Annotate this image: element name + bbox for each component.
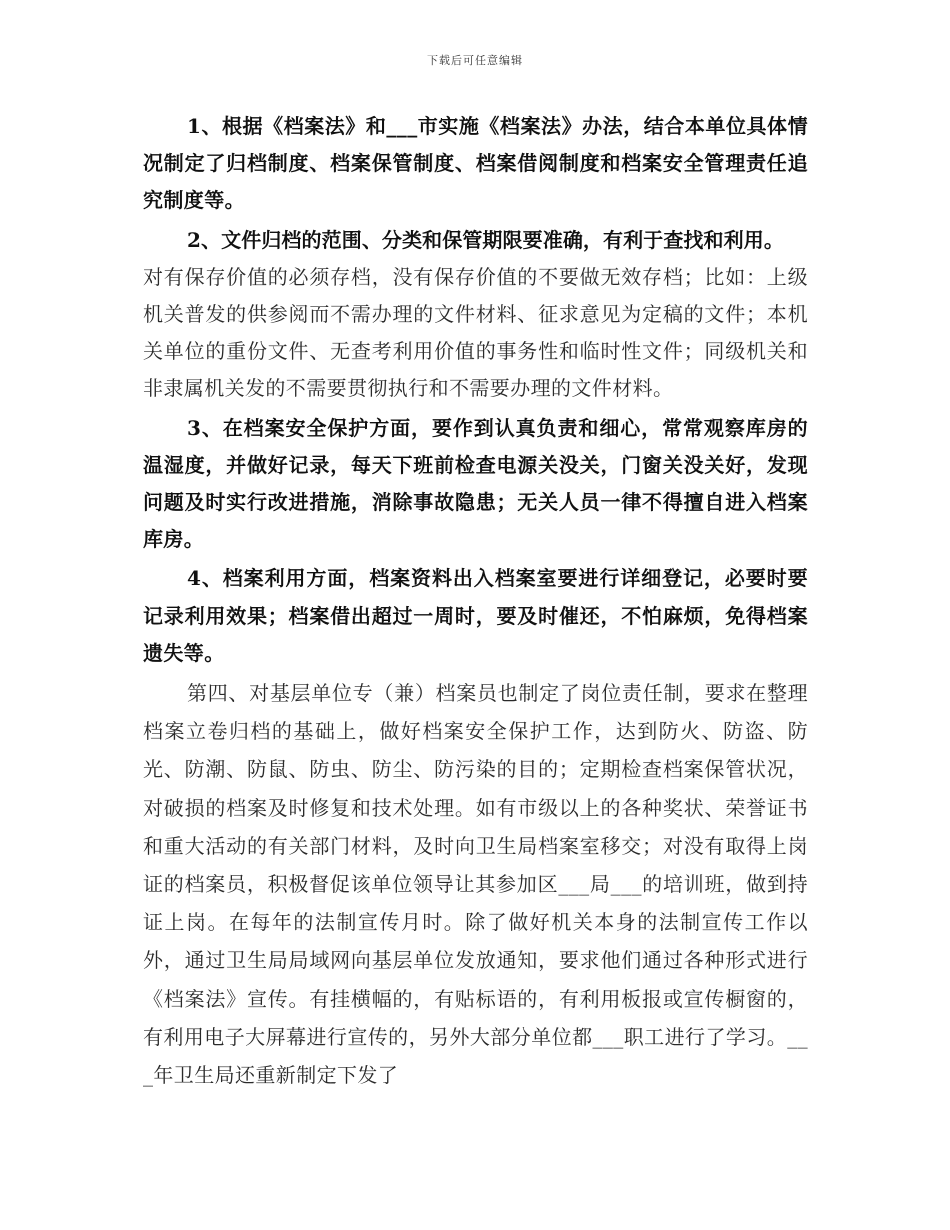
paragraph-6: 第四、对基层单位专（兼）档案员也制定了岗位责任制，要求在整理档案立卷归档的基础上，做好档案安全保护工作，达到防火、防盗、防光、防潮、防鼠、防虫、防尘、防污染的目的；定期检查档案保管状况，对破损的档案及时修复和技术处理。如有市级以上的各种奖状、荣誉证书和重大活动的有关部门材料，及时向卫生局档案室移交；对没有取得上岗证的档案员，积极督促该单位领导让其参加区___局___的培训班，做到持证上岗。在每年的法制宣传月时。除了做好机关本身的法制宣传工作以外，通过卫生局局域网向基层单位发放通知，要求他们通过各种形式进行《档案法》宣传。有挂横幅的，有贴标语的，有利用板报或宣传橱窗的，有利用电子大屏幕进行宣传的，另外大部分单位都___职工进行了学习。___年卫生局还重新制定下发了 [143,681,808,1088]
paragraph-3: 对有保存价值的必须存档，没有保存价值的不要做无效存档；比如：上级机关普发的供参阅而不需办理的文件材料、征求意见为定稿的文件；本机关单位的重份文件、无查考利用价值的事务性和临时性文件；同级机关和非隶属机关发的不需要贯彻执行和不需要办理的文件材料。 [143,264,808,401]
document-body [143,108,808,1094]
paragraph-4: 3、在档案安全保护方面，要作到认真负责和细心，常常观察库房的温湿度，并做好记录，每天下班前检查电源关没关，门窗关没关好，发现问题及时实行改进措施，消除事故隐患；无关人员一律不得擅自进入档案库房。 [143,415,808,552]
paragraph-5: 4、档案利用方面，档案资料出入档案室要进行详细登记，必要时要记录利用效果；档案借出超过一周时，要及时催还，不怕麻烦，免得档案遗失等。 [143,566,808,665]
paragraph-1: 1、根据《档案法》和___市实施《档案法》办法，结合本单位具体情况制定了归档制度、档案保管制度、档案借阅制度和档案安全管理责任追究制度等。 [143,114,808,213]
paragraph-2: 2、文件归档的范围、分类和保管期限要准确，有利于查找和利用。 [187,227,784,252]
page-header: 下载后可任意编辑 [427,54,523,67]
